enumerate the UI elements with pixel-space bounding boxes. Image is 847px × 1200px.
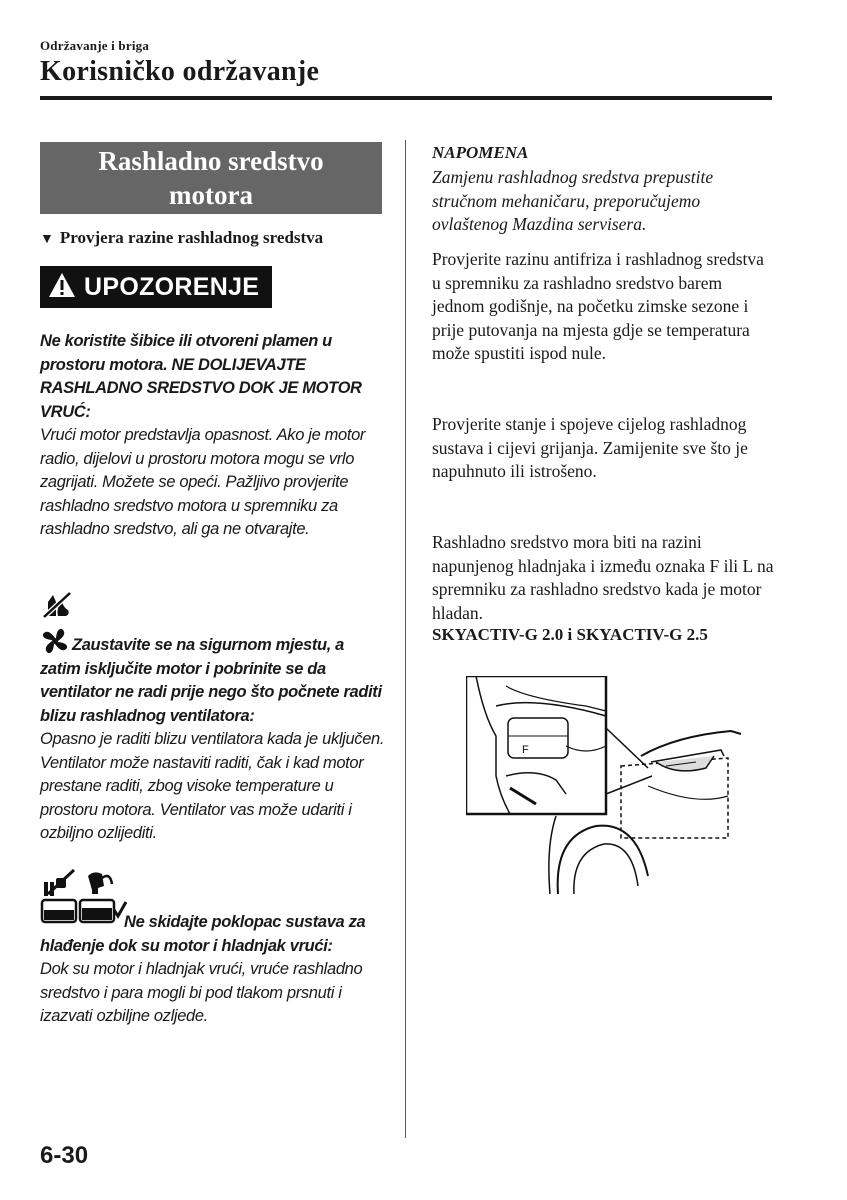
subheading bbox=[40, 228, 323, 248]
breadcrumb: Održavanje i briga bbox=[40, 38, 150, 53]
warning3-block bbox=[40, 911, 385, 1029]
warning1-text: Vrući motor predstavlja opasnost. Ako je motor radio, dijelovi u prostoru motora mogu se vrlo zagrijati. Možete se opeći. Pažljivo provjerite rashladno sredstvo motora u spremniku za rashladno sredstvo, ali ga ne otvarajte. bbox=[40, 426, 366, 538]
section-title-box bbox=[40, 142, 382, 214]
warning-triangle-icon bbox=[48, 272, 76, 303]
page-title: Korisničko održavanje bbox=[40, 56, 320, 87]
page-number: 6-30 bbox=[40, 1142, 89, 1169]
warning-badge bbox=[40, 266, 272, 308]
coolant-reservoir-figure bbox=[466, 676, 776, 894]
figure-mark: F bbox=[522, 744, 529, 756]
engine-heading: SKYACTIV-G 2.0 i SKYACTIV-G 2.5 bbox=[432, 625, 708, 644]
warning2-text: Opasno je raditi blizu ventilatora kada je uključen. Ventilator može nastaviti raditi, čak i kad motor prestane raditi, zbog visoke temperature u prostoru motora. Ventilator vas može udariti i ozbiljno ozlijediti. bbox=[40, 730, 385, 842]
warning2-bold: Zaustavite se na sigurnom mjestu, a zatim isključite motor i pobrinite se da ventilator ne radi prije nego što počnete raditi blizu rashladnog ventilatora: bbox=[40, 636, 382, 725]
warning3-bold: Ne skidajte poklopac sustava za hlađenje dok su motor i hladnjak vrući: bbox=[40, 913, 366, 955]
subheading-text: Provjera razine rashladnog sredstva bbox=[59, 228, 324, 247]
section-title-line2: motora bbox=[169, 180, 253, 210]
section-title-line1: Rashladno sredstvo bbox=[98, 146, 324, 176]
paragraph-2: Provjerite stanje i spojeve cijelog rashladnog sustava i cijevi grijanja. Zamijenite sve što je napuhnuto ili istrošeno. bbox=[432, 414, 748, 481]
warning2-block bbox=[40, 634, 385, 846]
title-rule bbox=[40, 96, 772, 100]
paragraph-3: Rashladno sredstvo mora biti na razini napunjenog hladnjaka i između oznaka F ili L na spremniku za rashladno sredstvo kada je motor hladan. bbox=[432, 532, 774, 623]
triangle-bullet-icon: ▼ bbox=[40, 232, 54, 247]
column-divider bbox=[405, 140, 406, 1138]
note-text: Zamjenu rashladnog sredstva prepustite stručnom mehaničaru, preporučujemo ovlaštenog Mazdina servisera. bbox=[432, 167, 714, 234]
warning3-text: Dok su motor i hladnjak vrući, vruće rashladno sredstvo i para mogli bi pod tlakom prsnuti i izazvati ozbiljne ozljede. bbox=[40, 960, 363, 1025]
warning-label: UPOZORENJE bbox=[84, 272, 260, 301]
note-heading: NAPOMENA bbox=[432, 143, 529, 162]
warning1-bold: Ne koristite šibice ili otvoreni plamen u prostoru motora. NE DOLIJEVAJTE RASHLADNO SREDSTVO DOK JE MOTOR VRUĆ: bbox=[40, 332, 362, 421]
warning1-block bbox=[40, 330, 385, 542]
paragraph-1: Provjerite razinu antifriza i rashladnog sredstva u spremniku za rashladno sredstvo barem jednom godišnje, na početku zimske sezone i prije putovanja na mjesta gdje se temperatura može spustiti ispod nule. bbox=[432, 249, 764, 363]
no-flame-icon bbox=[40, 590, 74, 625]
